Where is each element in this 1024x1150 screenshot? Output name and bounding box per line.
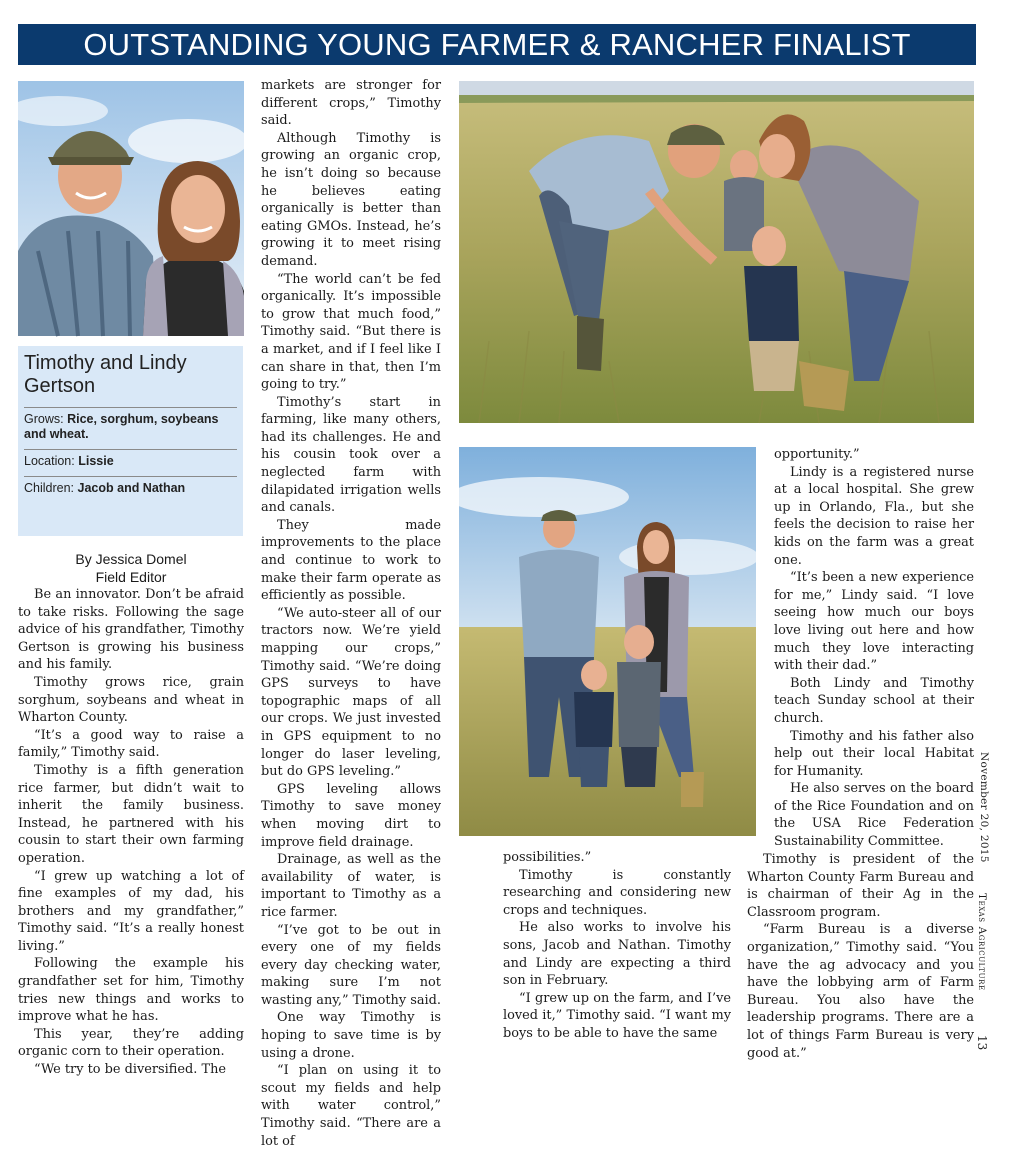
page-number: 13 bbox=[975, 1035, 989, 1051]
family-field-photo bbox=[459, 81, 974, 423]
paragraph: Timothy grows rice, grain sorghum, soybeans and wheat in Wharton County. bbox=[18, 674, 244, 726]
paragraph: Drainage, as well as the availability of water, is important to Timothy as a rice farmer. bbox=[261, 852, 441, 920]
info-grows bbox=[24, 407, 237, 449]
paragraph: Lindy is a registered nurse at a local hospital. She grew up in Orlando, Fla., but she feels the decision to raise her kids on the farm was a great one. bbox=[774, 464, 974, 568]
article-column-3 bbox=[503, 849, 731, 1043]
family-standing-photo bbox=[459, 447, 756, 836]
paragraph: opportunity.” bbox=[774, 447, 860, 462]
paragraph: possibilities.” bbox=[503, 850, 592, 865]
byline-author: By Jessica Domel bbox=[75, 551, 187, 567]
paragraph: Both Lindy and Timothy teach Sunday school at their church. bbox=[774, 675, 974, 726]
paragraph: Although Timothy is growing an organic crop, he isn’t doing so because he believes eating organically is better than eating GMOs. Instead, he’s growing it to meet rising demand. bbox=[261, 130, 441, 269]
paragraph: “We auto-steer all of our tractors now. We’re yield mapping our crops,” Timothy said. “We’re doing GPS surveys to have topographic maps of all our crops. We just invested in GPS equipment to no longer do laser leveling, but do GPS leveling.” bbox=[261, 605, 441, 780]
folio-publication: Texas Agriculture bbox=[976, 893, 988, 991]
paragraph: Timothy and his father also help out their local Habitat for Humanity. bbox=[774, 728, 974, 779]
paragraph: Timothy’s start in farming, like many others, had its challenges. He and his cousin took over a neglected farm with dilapidated irrigation wells and canals. bbox=[261, 394, 441, 516]
info-box-title: Timothy and Lindy Gertson bbox=[24, 352, 187, 397]
article-column-4-lower bbox=[747, 851, 974, 1062]
grows-label: Grows: bbox=[24, 412, 64, 426]
paragraph: “I grew up watching a lot of fine examples of my dad, his brothers and my grandfather,” Timothy said. “It’s a really honest living.” bbox=[18, 868, 244, 954]
folio-date: November 20, 2015 bbox=[978, 752, 990, 863]
paragraph: They made improvements to the place and continue to work to make their farm operate as efficiently as possible. bbox=[261, 517, 441, 604]
grows-value: Rice, sorghum, soybeans and wheat. bbox=[24, 412, 219, 441]
paragraph: “It’s been a new experience for me,” Lindy said. “I love seeing how much our boys love living out here and how much they love interacting with their dad.” bbox=[774, 570, 974, 674]
paragraph: “Farm Bureau is a diverse organization,” Timothy said. “You have the ag advocacy and you have the lobbying arm of Farm Bureau. You also have the leadership programs. There are a lot of things Farm Bureau is very good at.” bbox=[747, 922, 974, 1061]
paragraph: Timothy is a fifth generation rice farmer, but didn’t wait to inherit the family business. Instead, he partnered with his cousin to start their own farming operation. bbox=[18, 762, 244, 866]
byline-role: Field Editor bbox=[95, 569, 167, 585]
location-value: Lissie bbox=[78, 454, 114, 468]
paragraph: He also works to involve his sons, Jacob and Nathan. Timothy and Lindy are expecting a third son in February. bbox=[503, 920, 731, 989]
paragraph: Timothy is president of the Wharton County Farm Bureau and is chairman of their Ag in the Classroom program. bbox=[747, 852, 974, 920]
paragraph: Be an innovator. Don’t be afraid to take risks. Following the sage advice of his grandfather, Timothy Gertson is growing his business and his family. bbox=[18, 587, 244, 673]
paragraph: GPS leveling allows Timothy to save money when moving dirt to improve field drainage. bbox=[261, 781, 441, 850]
article-column-1 bbox=[18, 550, 244, 1079]
headline-banner: OUTSTANDING YOUNG FARMER & RANCHER FINALIST bbox=[18, 24, 976, 65]
paragraph: “We try to be diversified. The bbox=[34, 1062, 226, 1078]
paragraph: “I’ve got to be out in every one of my fields every day checking water, making sure I’m not wasting any,” Timothy said. bbox=[261, 922, 441, 1008]
location-label: Location: bbox=[24, 454, 75, 468]
paragraph: He also serves on the board of the Rice Foundation and on the USA Rice Federation Sustainability Committee. bbox=[774, 781, 974, 850]
portrait-photo bbox=[18, 81, 244, 336]
paragraph: This year, they’re adding organic corn to their operation. bbox=[18, 1026, 244, 1060]
article-column-2 bbox=[261, 77, 441, 1150]
article-column-4 bbox=[774, 446, 974, 851]
paragraph: “I grew up on the farm, and I’ve loved it,” Timothy said. “I want my boys to be able to have the same bbox=[503, 990, 731, 1041]
children-label: Children: bbox=[24, 481, 75, 495]
paragraph: Following the example his grandfather set for him, Timothy tries new things and works to improve what he has. bbox=[18, 956, 244, 1025]
paragraph: “The world can’t be fed organically. It’s impossible to grow that much food,” Timothy said. “But there is a market, and if I feel like I can share in that, then I’m going to try.” bbox=[261, 271, 441, 393]
info-children bbox=[24, 476, 237, 503]
info-location bbox=[24, 449, 237, 476]
paragraph: “I plan on using it to scout my fields and help with water control,” Timothy said. “There are a lot of bbox=[261, 1063, 441, 1149]
paragraph: Timothy is constantly researching and considering new crops and techniques. bbox=[503, 867, 731, 918]
info-box bbox=[18, 346, 243, 536]
paragraph: One way Timothy is hoping to save time is by using a drone. bbox=[261, 1010, 441, 1061]
children-value: Jacob and Nathan bbox=[77, 481, 186, 495]
paragraph: markets are stronger for different crops,” Timothy said. bbox=[261, 78, 441, 129]
paragraph: “It’s a good way to raise a family,” Timothy said. bbox=[18, 727, 244, 761]
